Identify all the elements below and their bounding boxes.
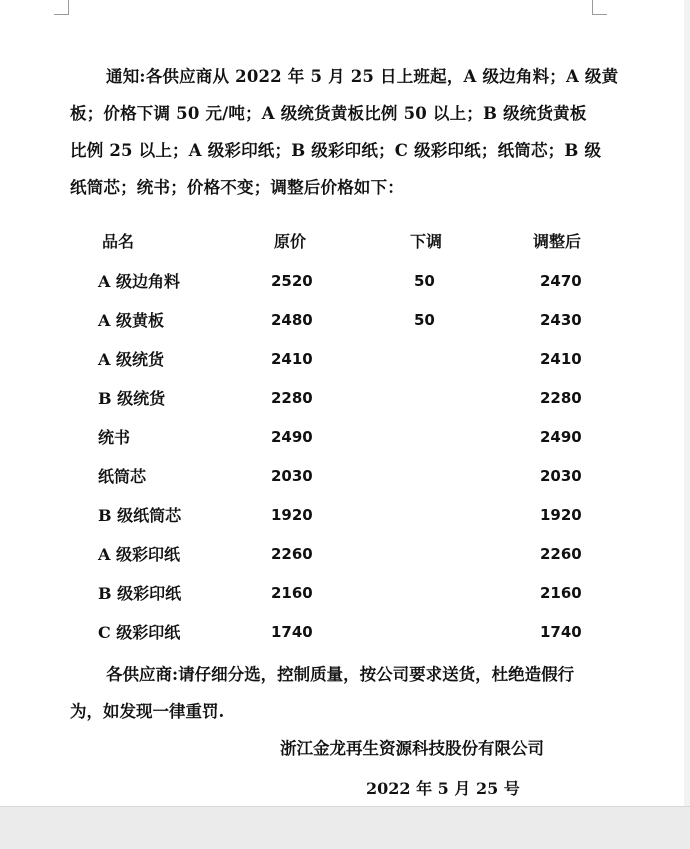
table-row (0, 418, 690, 457)
closing-paragraph (70, 656, 610, 730)
corner-crop-mark-left (54, 0, 69, 15)
adjusted-price: 2410 (540, 350, 582, 368)
table-row (0, 613, 690, 652)
table-row (0, 379, 690, 418)
product-name: A 级统货 (98, 350, 164, 369)
table-row (0, 301, 690, 340)
product-name: C 级彩印纸 (98, 623, 181, 642)
original-price: 2410 (271, 350, 313, 368)
product-name: A 级彩印纸 (98, 545, 180, 564)
adjusted-price: 2430 (540, 311, 582, 329)
product-name: 统书 (98, 428, 131, 447)
corner-crop-mark-right (592, 0, 607, 15)
signature-date: 2022 年 5 月 25 号 (366, 779, 520, 798)
header-original-price: 原价 (274, 232, 307, 251)
header-adjusted-price: 调整后 (533, 232, 582, 251)
adjusted-price: 2260 (540, 545, 582, 563)
product-name: A 级黄板 (98, 311, 164, 330)
closing-line: 为，如发现一律重罚. (70, 702, 225, 721)
adjusted-price: 2160 (540, 584, 582, 602)
adjusted-price: 1740 (540, 623, 582, 641)
original-price: 2490 (271, 428, 313, 446)
table-row (0, 496, 690, 535)
adjusted-price: 2470 (540, 272, 582, 290)
table-row (0, 262, 690, 301)
company-name: 浙江金龙再生资源科技股份有限公司 (280, 739, 544, 758)
adjusted-price: 2030 (540, 467, 582, 485)
notice-line: 比例 25 以上；A 级彩印纸；B 级彩印纸；C 级彩印纸；纸筒芯；B 级 (70, 141, 602, 160)
table-header-row (0, 222, 690, 261)
reduction-amount: 50 (414, 272, 435, 290)
notice-line: 通知:各供应商从 2022 年 5 月 25 日上班起，A 级边角料；A 级黄 (106, 67, 619, 86)
original-price: 2030 (271, 467, 313, 485)
product-name: B 级统货 (98, 389, 166, 408)
table-row (0, 457, 690, 496)
original-price: 2260 (271, 545, 313, 563)
product-name: B 级彩印纸 (98, 584, 182, 603)
reduction-amount: 50 (414, 311, 435, 329)
table-row (0, 340, 690, 379)
product-name: A 级边角料 (98, 272, 180, 291)
notice-line: 纸筒芯；统书；价格不变；调整后价格如下： (70, 178, 404, 197)
adjusted-price: 2280 (540, 389, 582, 407)
original-price: 2280 (271, 389, 313, 407)
viewer-bottom-bar (0, 806, 690, 849)
product-name: 纸筒芯 (98, 467, 147, 486)
original-price: 1740 (271, 623, 313, 641)
header-product-name: 品名 (102, 232, 135, 251)
table-row (0, 574, 690, 613)
header-reduction: 下调 (410, 232, 443, 251)
adjusted-price: 1920 (540, 506, 582, 524)
original-price: 2480 (271, 311, 313, 329)
closing-line: 各供应商:请仔细分选，控制质量，按公司要求送货，杜绝造假行 (106, 665, 575, 684)
adjusted-price: 2490 (540, 428, 582, 446)
original-price: 2520 (271, 272, 313, 290)
notice-paragraph (70, 58, 619, 206)
notice-line: 板；价格下调 50 元/吨；A 级统货黄板比例 50 以上；B 级统货黄板 (70, 104, 587, 123)
table-row (0, 535, 690, 574)
product-name: B 级纸筒芯 (98, 506, 182, 525)
original-price: 2160 (271, 584, 313, 602)
original-price: 1920 (271, 506, 313, 524)
